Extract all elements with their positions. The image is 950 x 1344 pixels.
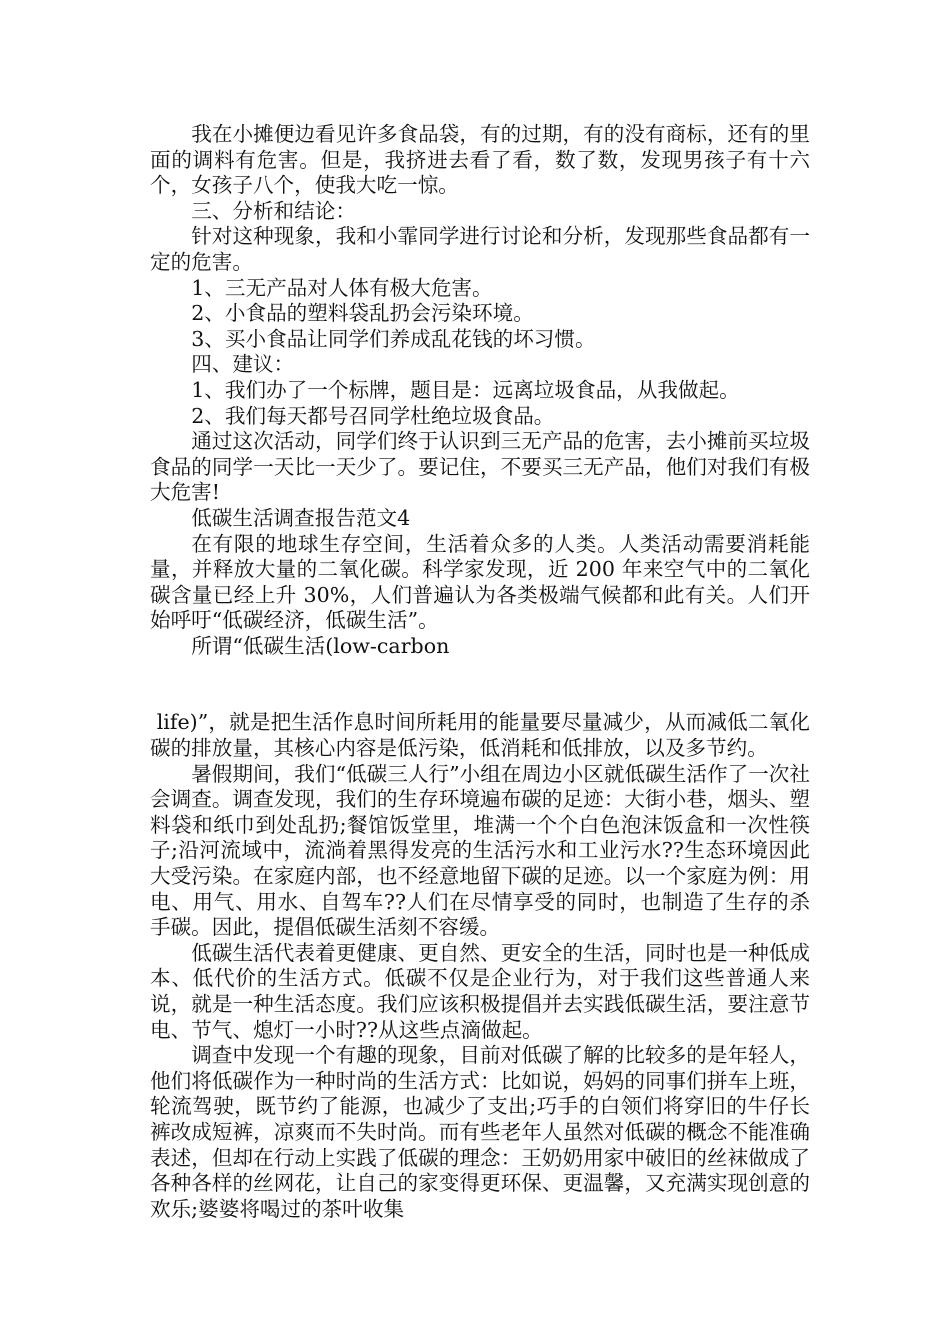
list-item-conclusion-3: 3、买小食品让同学们养成乱花钱的坏习惯。 [191,326,596,351]
paragraph-gap [150,659,810,710]
paragraph-low-carbon-definition-cont: life)”，就是把生活作息时间所耗用的能量要尽量减少，从而减低二氧化碳的排放量，其核心内容是低污染，低消耗和低排放，以及多节约。 [150,710,810,761]
list-item-suggestion-1: 1、我们办了一个标牌，题目是：远离垃圾食品，从我做起。 [191,377,740,402]
heading-analysis-conclusion: 三、分析和结论： [191,198,356,223]
list-item-suggestion-2: 2、我们每天都号召同学杜绝垃圾食品。 [191,403,555,428]
paragraph-discussion: 针对这种现象，我和小霏同学进行讨论和分析，发现那些食品都有一定的危害。 [150,224,810,274]
paragraph-low-carbon-lifestyle: 低碳生活代表着更健康、更自然、更安全的生活，同时也是一种低成本、低代价的生活方式。低碳不仅是企业行为，对于我们这些普通人来说，就是一种生活态度。我们应该积极提倡并去实践低碳生活，要注意节电、节气、熄灯一小时??从这些点滴做起。 [150,940,810,1042]
paragraph-stalls-observation: 我在小摊便边看见许多食品袋，有的过期，有的没有商标，还有的里面的调料有危害。但是，我挤进去看了看，数了数，发现男孩子有十六个，女孩子八个，使我大吃一惊。 [150,122,810,198]
document-page [150,122,810,1222]
list-item-conclusion-1: 1、三无产品对人体有极大危害。 [191,275,493,300]
section-title-report-4: 低碳生活调查报告范文4 [191,505,411,530]
paragraph-intro-carbon: 在有限的地球生存空间，生活着众多的人类。人类活动需要消耗能量，并释放大量的二氧化碳。科学家发现，近 200 年来空气中的二氧化碳含量已经上升 30%，人们普遍认为各类极端气候都和此有关。人们开始呼吁“低碳经济，低碳生活”。 [150,531,810,633]
heading-suggestions: 四、建议： [191,352,295,377]
paragraph-low-carbon-definition-start: 所谓“低碳生活(low-carbon [191,633,450,658]
paragraph-activity-result: 通过这次活动，同学们终于认识到三无产品的危害，去小摊前买垃圾食品的同学一天比一天少了。要记住，不要买三无产品，他们对我们有极大危害! [150,429,810,505]
list-item-conclusion-2: 2、小食品的塑料袋乱扔会污染环境。 [191,301,534,326]
paragraph-interesting-findings: 调查中发现一个有趣的现象，目前对低碳了解的比较多的是年轻人，他们将低碳作为一种时尚的生活方式：比如说，妈妈的同事们拼车上班，轮流驾驶，既节约了能源，也减少了支出;巧手的白领们将穿旧的牛仔长裤改成短裤，凉爽而不失时尚。而有些老年人虽然对低碳的概念不能准确表述，但却在行动上实践了低碳的理念：王奶奶用家中破旧的丝袜做成了各种各样的丝网花，让自己的家变得更环保、更温馨，又充满实现创意的欢乐;婆婆将喝过的茶叶收集 [150,1043,810,1221]
paragraph-summer-survey: 暑假期间，我们“低碳三人行”小组在周边小区就低碳生活作了一次社会调查。调查发现，我们的生存环境遍布碳的足迹：大街小巷，烟头、塑料袋和纸巾到处乱扔;餐馆饭堂里，堆满一个个白色泡沫饭盒和一次性筷子;沿河流域中，流淌着黑得发亮的生活污水和工业污水??生态环境因此大受污染。在家庭内部，也不经意地留下碳的足迹。以一个家庭为例：用电、用气、用水、自驾车??人们在尽情享受的同时，也制造了生存的杀手碳。因此，提倡低碳生活刻不容缓。 [150,761,810,940]
